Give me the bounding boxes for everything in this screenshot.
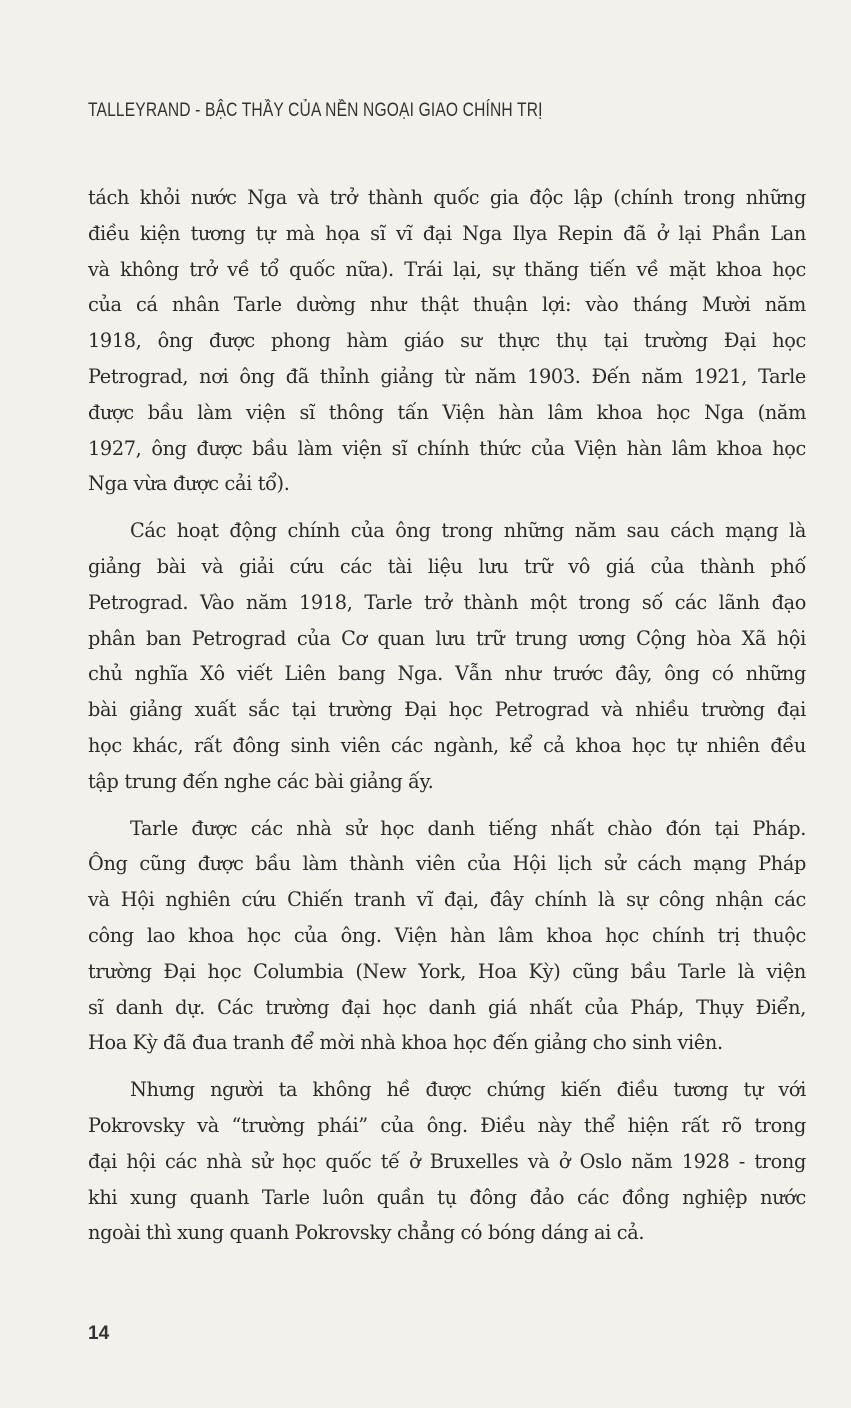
text-line: Các hoạt động chính của ông trong những năm sau cách mạng là: [130, 519, 806, 543]
text-line: và không trở về tổ quốc nữa). Trái lại, sự thăng tiến về mặt khoa học: [88, 257, 806, 281]
text-line: Hoa Kỳ đã đua tranh để mời nhà khoa học đến giảng cho sinh viên.: [88, 1031, 723, 1055]
text-line: Petrograd. Vào năm 1918, Tarle trở thành một trong số các lãnh đạo: [88, 590, 806, 614]
paragraph-spacer: [88, 502, 806, 513]
text-line: 1918, ông được phong hàm giáo sư thực thụ tại trường Đại học: [88, 329, 806, 353]
text-line: của cá nhân Tarle dường như thật thuận lợi: vào tháng Mười năm: [88, 293, 806, 317]
text-line: khi xung quanh Tarle luôn quần tụ đông đảo các đồng nghiệp nước: [88, 1185, 806, 1209]
paragraph-4: [88, 1072, 806, 1251]
text-line: giảng bài và giải cứu các tài liệu lưu trữ vô giá của thành phố: [88, 554, 806, 578]
page-number: 14: [88, 1323, 110, 1344]
text-line: Nga vừa được cải tổ).: [88, 472, 290, 496]
text-line: và Hội nghiên cứu Chiến tranh vĩ đại, đây chính là sự công nhận các: [88, 888, 806, 912]
text-line: công lao khoa học của ông. Viện hàn lâm khoa học chính trị thuộc: [88, 923, 806, 947]
text-line: ngoài thì xung quanh Pokrovsky chẳng có bóng dáng ai cả.: [88, 1221, 645, 1245]
paragraph-3: [88, 811, 806, 1062]
text-line: điều kiện tương tự mà họa sĩ vĩ đại Nga Ilya Repin đã ở lại Phần Lan: [88, 221, 806, 245]
text-line: trường Đại học Columbia (New York, Hoa Kỳ) cũng bầu Tarle là viện: [88, 959, 806, 983]
text-line: Pokrovsky và “trường phái” của ông. Điều này thể hiện rất rõ trong: [88, 1113, 806, 1137]
text-line: 1927, ông được bầu làm viện sĩ chính thức của Viện hàn lâm khoa học: [88, 436, 806, 460]
text-line: học khác, rất đông sinh viên các ngành, kể cả khoa học tự nhiên đều: [88, 733, 806, 757]
text-line: tập trung đến nghe các bài giảng ấy.: [88, 769, 434, 793]
paragraph-spacer: [88, 1061, 806, 1072]
paragraph-2: [88, 513, 806, 799]
text-line: tách khỏi nước Nga và trở thành quốc gia độc lập (chính trong những: [88, 186, 806, 209]
text-line: đại hội các nhà sử học quốc tế ở Bruxelles và ở Oslo năm 1928 - trong: [88, 1149, 806, 1173]
body-text: [88, 180, 806, 1251]
paragraph-spacer: [88, 800, 806, 811]
text-line: phân ban Petrograd của Cơ quan lưu trữ trung ương Cộng hòa Xã hội: [88, 626, 806, 650]
text-line: Petrograd, nơi ông đã thỉnh giảng từ năm 1903. Đến năm 1921, Tarle: [88, 364, 806, 388]
text-line: Nhưng người ta không hề được chứng kiến điều tương tự với: [130, 1078, 806, 1102]
text-line: được bầu làm viện sĩ thông tấn Viện hàn lâm khoa học Nga (năm: [88, 400, 806, 424]
text-line: sĩ danh dự. Các trường đại học danh giá nhất của Pháp, Thụy Điển,: [88, 995, 806, 1019]
paragraph-1: [88, 180, 806, 502]
text-line: bài giảng xuất sắc tại trường Đại học Petrograd và nhiều trường đại: [88, 698, 806, 722]
text-line: Ông cũng được bầu làm thành viên của Hội lịch sử cách mạng Pháp: [88, 852, 806, 876]
text-line: Tarle được các nhà sử học danh tiếng nhất chào đón tại Pháp.: [130, 816, 806, 840]
running-header: TALLEYRAND - BẬC THẦY CỦA NỀN NGOẠI GIAO CHÍNH TRỊ: [88, 100, 543, 121]
text-line: chủ nghĩa Xô viết Liên bang Nga. Vẫn như trước đây, ông có những: [88, 662, 806, 686]
